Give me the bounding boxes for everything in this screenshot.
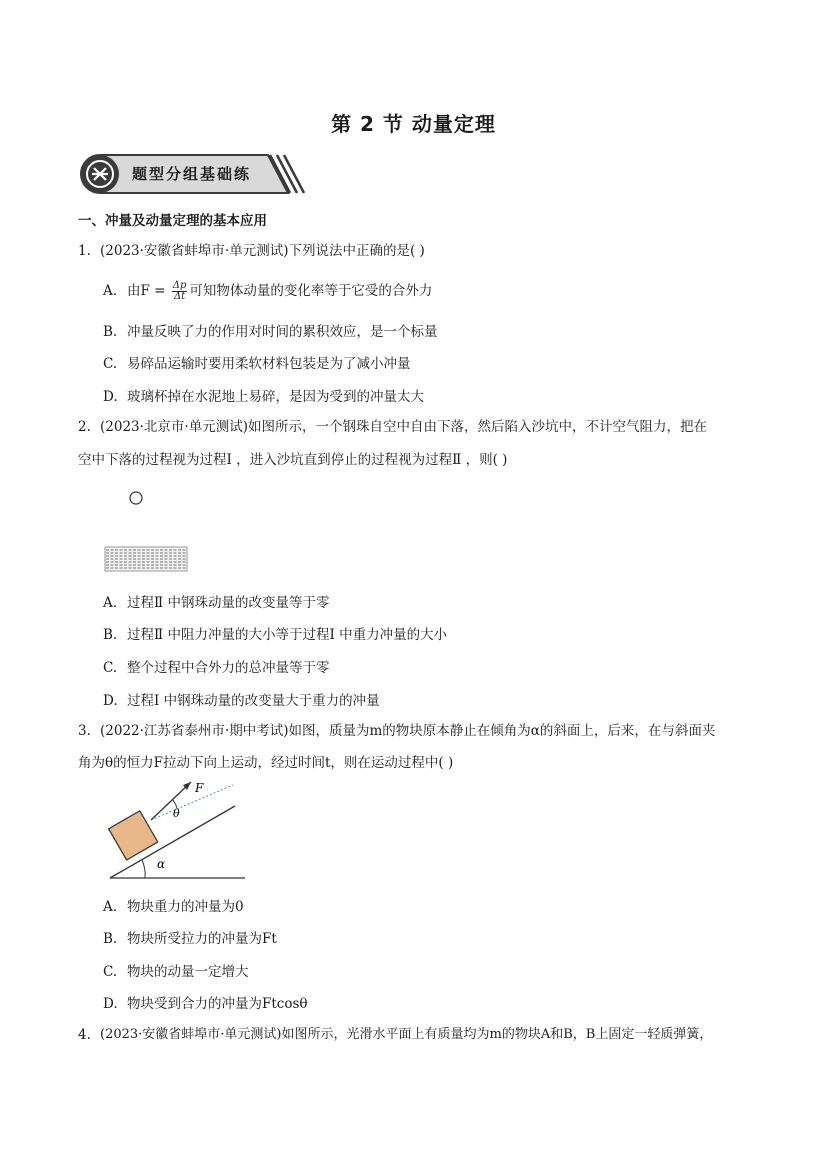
- option-c: [103, 960, 249, 980]
- option-c: [103, 656, 330, 676]
- question-number: 1.: [78, 243, 91, 259]
- option-a: [103, 591, 329, 611]
- option-label: B.: [103, 324, 118, 340]
- question-text: (2023·安徽省蚌埠市·单元测试)下列说法中正确的是( ): [100, 243, 425, 259]
- fraction: [172, 281, 188, 302]
- option-text: 物块受到合力的冲量为Ftcosθ: [127, 996, 308, 1012]
- option-b: [103, 623, 447, 643]
- option-text: 易碎品运输时要用柔软材料包装是为了减小冲量: [127, 356, 411, 372]
- block: [109, 811, 158, 860]
- option-text: 过程Ⅰ 中钢珠动量的改变量大于重力的冲量: [127, 693, 380, 709]
- option-text: 玻璃杯掉在水泥地上易碎，是因为受到的冲量太大: [127, 389, 424, 405]
- banner-label: 题型分组基础练: [132, 165, 252, 183]
- alpha-label: α: [157, 857, 166, 871]
- option-d: [103, 992, 308, 1012]
- option-label: A.: [103, 283, 118, 299]
- option-text: 物块重力的冲量为0: [127, 899, 244, 915]
- option-b: [103, 927, 277, 947]
- question-number: 2.: [78, 419, 91, 435]
- option-a: [103, 895, 244, 915]
- theta-label: θ: [173, 807, 180, 820]
- option-label: C.: [103, 660, 118, 676]
- fraction-numerator: Δp: [172, 280, 187, 291]
- option-text: 物块的动量一定增大: [127, 964, 249, 980]
- formula-prefix: 由F =: [127, 283, 170, 299]
- force-label: F: [195, 781, 204, 795]
- option-label: B.: [103, 627, 118, 643]
- sand-pit: [105, 547, 187, 571]
- option-text: 冲量反映了力的作用对时间的累积效应，是一个标量: [127, 324, 438, 340]
- option-b: [103, 320, 438, 340]
- question-number: 3.: [78, 723, 91, 739]
- question-number: 4.: [78, 1027, 91, 1043]
- question-text-line1: (2023·北京市·单元测试)如图所示，一个钢珠自空中自由下落，然后陷入沙坑中，不计空气阻力，把在: [100, 419, 707, 435]
- option-a: [103, 279, 432, 302]
- option-label: D.: [103, 389, 118, 405]
- option-label: C.: [103, 356, 118, 372]
- question-text-line2: 角为θ的恒力F拉动下向上运动，经过时间t，则在运动过程中( ): [78, 755, 454, 771]
- option-d: [103, 689, 380, 709]
- option-text: 过程Ⅱ 中阻力冲量的大小等于过程Ⅰ 中重力冲量的大小: [127, 627, 448, 643]
- section-heading: 一、冲量及动量定理的基本应用: [78, 213, 267, 229]
- option-label: A.: [103, 595, 118, 611]
- option-text: 过程Ⅱ 中钢珠动量的改变量等于零: [127, 595, 330, 611]
- option-c: [103, 352, 411, 372]
- steel-ball-sand-pit-figure: [100, 485, 200, 580]
- page-title: 第 2 节 动量定理: [331, 112, 496, 136]
- option-label: A.: [103, 899, 118, 915]
- option-text: 整个过程中合外力的总冲量等于零: [127, 660, 330, 676]
- option-label: D.: [103, 693, 118, 709]
- question-text-line2: 空中下落的过程视为过程Ⅰ ，进入沙坑直到停止的过程视为过程Ⅱ ，则( ): [78, 452, 508, 468]
- option-text: 可知物体动量的变化率等于它受的合外力: [189, 283, 433, 299]
- option-label: C.: [103, 964, 118, 980]
- option-d: [103, 385, 424, 405]
- option-label: D.: [103, 996, 118, 1012]
- incline-block-figure: [105, 780, 250, 885]
- option-label: B.: [103, 931, 118, 947]
- question-text-line1: (2023·安徽省蚌埠市·单元测试)如图所示，光滑水平面上有质量均为m的物块A和B，B上固定一轻质弹簧，: [100, 1027, 713, 1042]
- question-text-line1: (2022·江苏省泰州市·期中考试)如图，质量为m的物块原本静止在倾角为α的斜面上，后来，在与斜面夹: [100, 723, 716, 739]
- steel-ball: [130, 492, 142, 504]
- fraction-denominator: Δt: [173, 291, 186, 302]
- option-text: 物块所受拉力的冲量为Ft: [127, 931, 277, 947]
